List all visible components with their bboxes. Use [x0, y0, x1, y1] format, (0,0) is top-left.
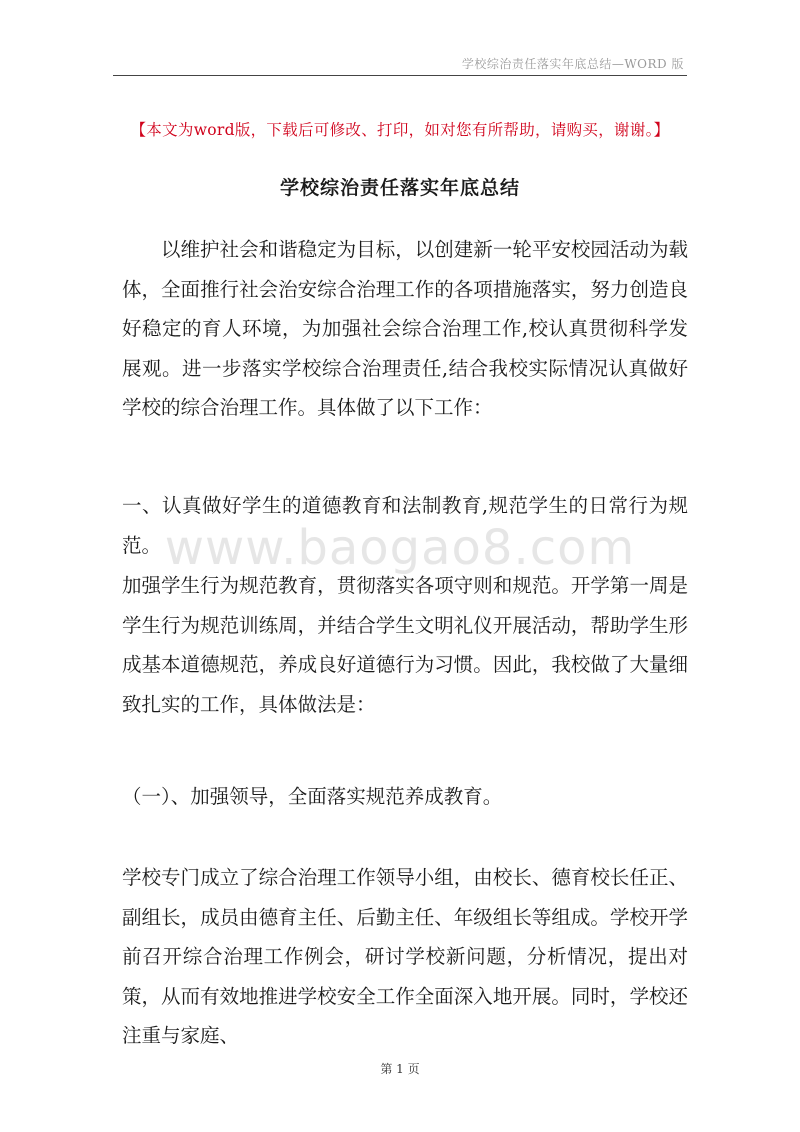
purchase-notice: 【本文为word版，下载后可修改、打印，如对您有所帮助，请购买，谢谢。】	[130, 121, 670, 139]
header-divider	[113, 75, 687, 76]
subsection-heading-1: （一）、加强领导，全面落实规范养成教育。	[122, 785, 503, 808]
paragraph-intro: 以维护社会和谐稳定为目标，以创建新一轮平安校园活动为载体，全面推行社会治安综合治理工作的各项措施落实，努力创造良好稳定的育人环境，为加强社会综合治理工作,校认真贯彻科学发展观。进一步落实学校综合治理责任,结合我校实际情况认真做好学校的综合治理工作。具体做了以下工作：	[122, 238, 688, 419]
paragraph-behavior: 加强学生行为规范教育，贯彻落实各项守则和规范。开学第一周是学生行为规范训练周，并结合学生文明礼仪开展活动，帮助学生形成基本道德规范，养成良好道德行为习惯。因此，我校做了大量细致扎实的工作，具体做法是：	[122, 574, 688, 716]
page-number: 第 1 页	[380, 1062, 420, 1076]
running-header: 学校综治责任落实年底总结—WORD 版	[461, 57, 684, 71]
paragraph-leadership: 学校专门成立了综合治理工作领导小组，由校长、德育校长任正、副组长，成员由德育主任、后勤主任、年级组长等组成。学校开学前召开综合治理工作例会，研讨学校新问题，分析情况，提出对策，从而有效地推进学校安全工作全面深入地开展。同时，学校还注重与家庭、	[122, 866, 688, 1047]
section-heading-1: 一、认真做好学生的道德教育和法制教育,规范学生的日常行为规范。	[122, 494, 688, 557]
document-title: 学校综治责任落实年底总结	[279, 177, 520, 199]
watermark: www.baogao8.com	[164, 520, 636, 576]
